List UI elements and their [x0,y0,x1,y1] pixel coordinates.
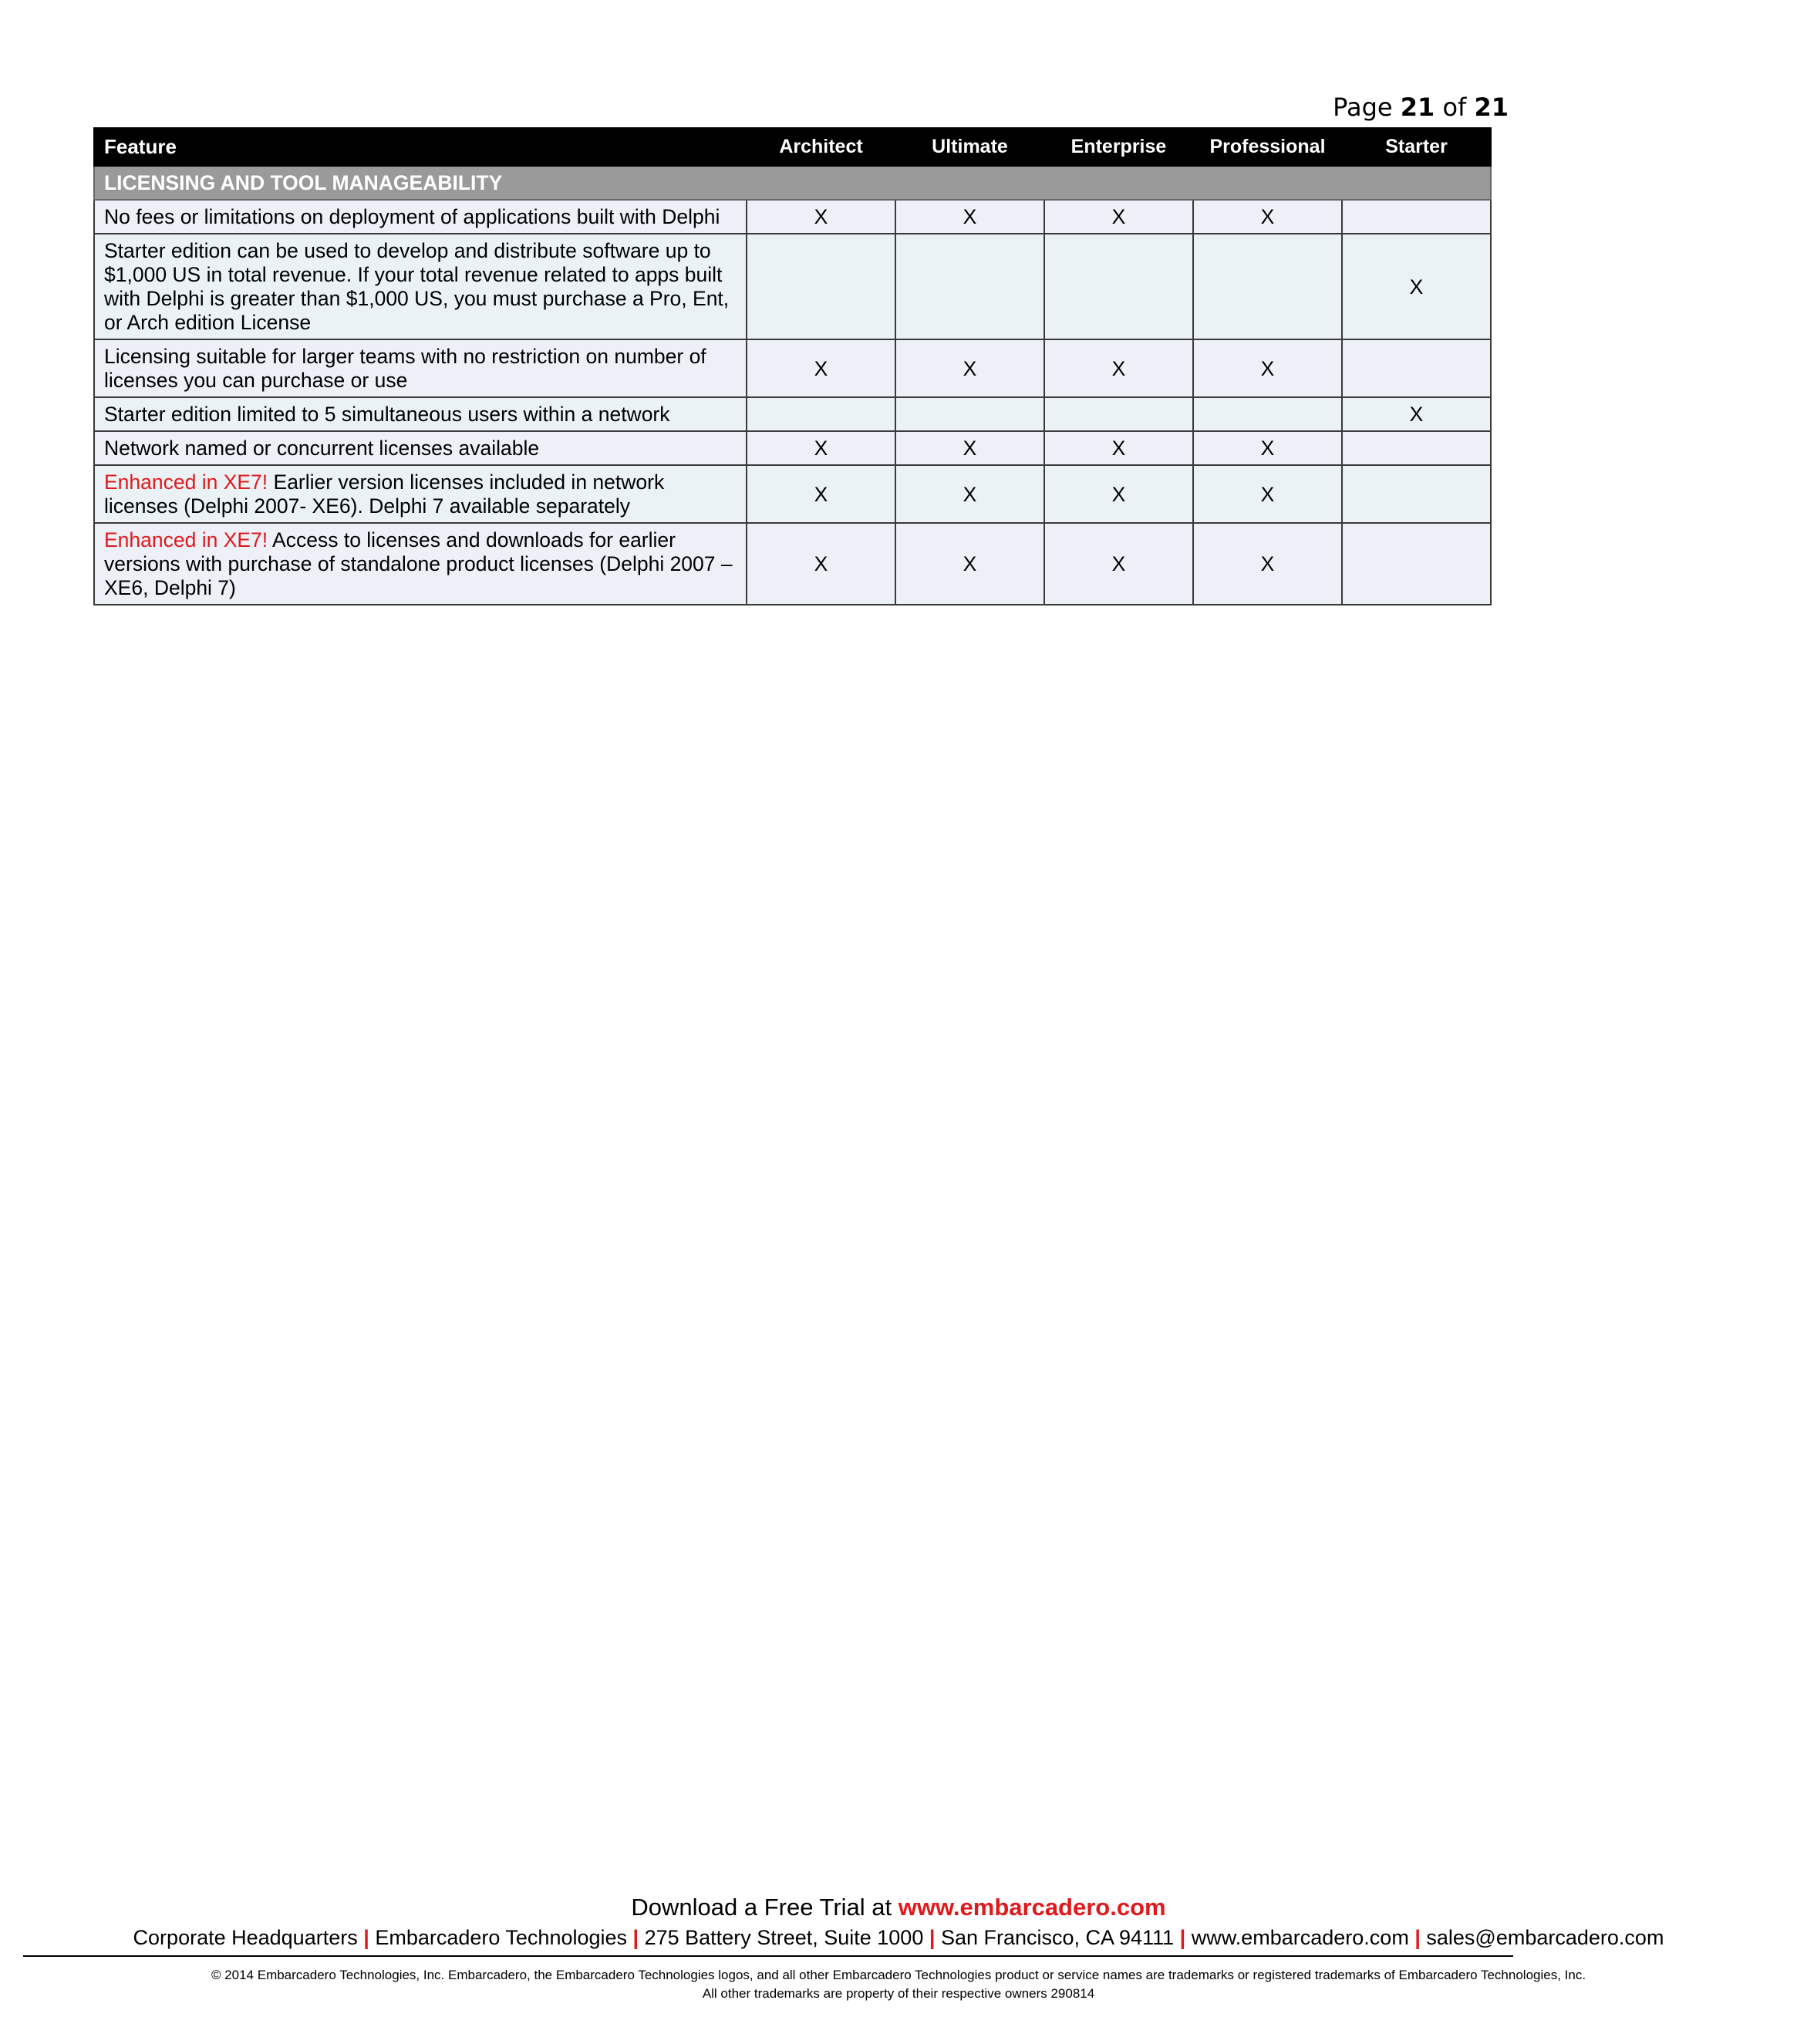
mark-architect: X [747,465,895,523]
header-architect: Architect [747,128,895,166]
feature-cell [94,200,747,234]
table-header-row [94,128,1491,166]
footer-legal [0,1966,1797,2003]
hq-website-link[interactable]: www.embarcadero.com [1191,1926,1409,1949]
feature-cell [94,523,747,605]
feature-text: Licensing suitable for larger teams with no restriction on number of licenses you can purchase or use [104,345,706,392]
table-row [94,523,1491,605]
footer-divider [23,1955,1513,1957]
page-number [1333,93,1509,122]
mark-starter [1342,465,1491,523]
page-number-of: of [1442,93,1467,122]
separator: | [632,1926,639,1949]
hq-label: Corporate Headquarters [133,1926,358,1949]
feature-text: Starter edition limited to 5 simultaneous users within a network [104,403,670,426]
footer-download [0,1894,1797,1921]
separator: | [1414,1926,1421,1949]
mark-architect: X [747,200,895,234]
legal-line-2: All other trademarks are property of their respective owners 290814 [702,1986,1095,2001]
table-row [94,465,1491,523]
section-title: LICENSING AND TOOL MANAGEABILITY [94,166,1491,200]
hq-company: Embarcadero Technologies [375,1926,628,1949]
mark-architect [747,234,895,339]
download-text: Download a Free Trial at [631,1894,898,1921]
mark-enterprise [1044,234,1193,339]
separator: | [1179,1926,1186,1949]
table-row [94,200,1491,234]
header-ultimate: Ultimate [895,128,1044,166]
feature-text: Earlier version licenses included in network licenses (Delphi 2007- XE6). Delphi 7 available separately [104,471,665,518]
page-number-prefix: Page [1333,93,1393,122]
mark-starter [1342,200,1491,234]
header-professional: Professional [1193,128,1342,166]
feature-cell [94,339,747,397]
mark-professional: X [1193,523,1342,605]
mark-professional: X [1193,339,1342,397]
mark-enterprise: X [1044,465,1193,523]
mark-enterprise: X [1044,339,1193,397]
feature-text: Network named or concurrent licenses available [104,437,540,460]
mark-enterprise [1044,397,1193,431]
mark-enterprise: X [1044,200,1193,234]
separator: | [363,1926,369,1949]
hq-street: 275 Battery Street, Suite 1000 [644,1926,924,1949]
page-number-current: 21 [1400,93,1435,122]
highlight-text: Enhanced in XE7! [104,471,268,494]
mark-starter [1342,339,1491,397]
mark-architect: X [747,523,895,605]
table-row [94,234,1491,339]
table-row [94,339,1491,397]
feature-text: No fees or limitations on deployment of applications built with Delphi [104,205,720,228]
header-enterprise: Enterprise [1044,128,1193,166]
hq-email-link[interactable]: sales@embarcadero.com [1426,1926,1664,1949]
hq-city: San Francisco, CA 94111 [940,1926,1175,1949]
footer-headquarters [0,1926,1797,1950]
mark-ultimate: X [895,523,1044,605]
table-row [94,397,1491,431]
feature-matrix-table [93,127,1492,605]
mark-starter: X [1342,234,1491,339]
mark-architect [747,397,895,431]
mark-starter [1342,523,1491,605]
header-feature: Feature [94,128,747,166]
mark-professional: X [1193,200,1342,234]
feature-cell [94,397,747,431]
section-row [94,166,1491,200]
feature-cell [94,431,747,465]
mark-professional: X [1193,465,1342,523]
mark-ultimate: X [895,339,1044,397]
mark-ultimate: X [895,465,1044,523]
feature-text: Access to licenses and downloads for earlier versions with purchase of standalone product licenses (Delphi 2007 – XE6, Delphi 7) [104,528,733,599]
table-row [94,431,1491,465]
feature-text: Starter edition can be used to develop and distribute software up to $1,000 US in total revenue. If your total revenue related to apps built with Delphi is greater than $1,000 US, you must purchase a Pro, Ent, or Arch edition License [104,239,730,334]
mark-professional [1193,234,1342,339]
legal-line-1: © 2014 Embarcadero Technologies, Inc. Embarcadero, the Embarcadero Technologies logos, and all other Embarcadero Technologies product or service names are trademarks or registered trademarks of Embarcadero Technologies, Inc. [211,1968,1586,1982]
mark-ultimate [895,397,1044,431]
mark-ultimate: X [895,431,1044,465]
mark-architect: X [747,339,895,397]
feature-cell [94,234,747,339]
mark-architect: X [747,431,895,465]
mark-professional [1193,397,1342,431]
mark-enterprise: X [1044,431,1193,465]
mark-starter [1342,431,1491,465]
page-number-total: 21 [1474,93,1509,122]
highlight-text: Enhanced in XE7! [104,528,268,551]
separator: | [929,1926,936,1949]
mark-enterprise: X [1044,523,1193,605]
feature-cell [94,465,747,523]
header-starter: Starter [1342,128,1491,166]
mark-ultimate [895,234,1044,339]
mark-starter: X [1342,397,1491,431]
mark-professional: X [1193,431,1342,465]
mark-ultimate: X [895,200,1044,234]
download-link[interactable]: www.embarcadero.com [898,1894,1166,1921]
